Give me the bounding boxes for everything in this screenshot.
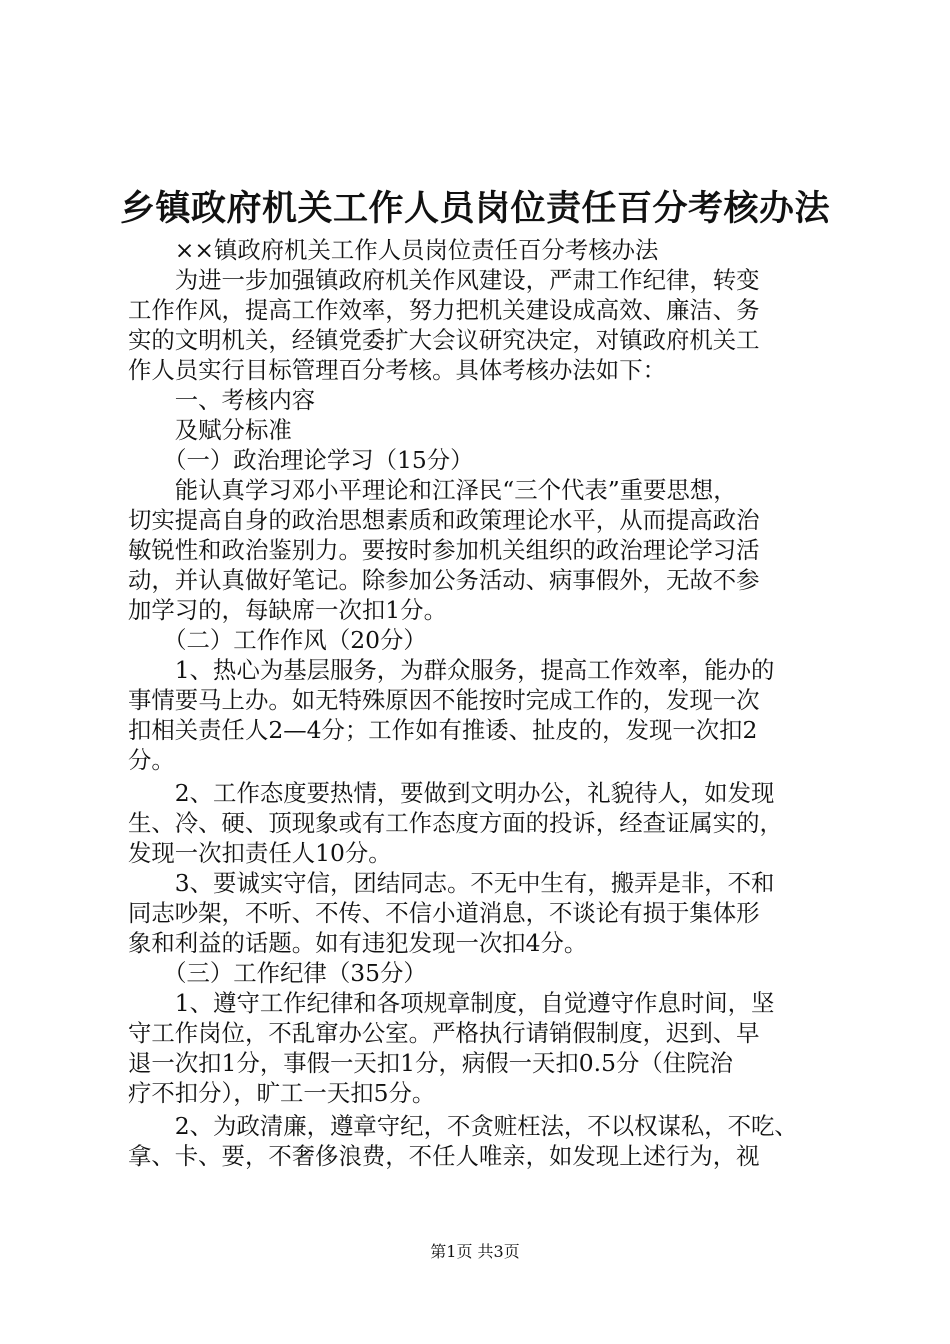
text-line: 一、考核内容	[128, 386, 316, 414]
text-line: 工作作风，提高工作效率，努力把机关建设成高效、廉洁、务	[128, 296, 760, 324]
text-line: 切实提高自身的政治思想素质和政策理论水平，从而提高政治	[128, 506, 760, 534]
text-line: 作人员实行目标管理百分考核。具体考核办法如下：	[128, 356, 666, 384]
text-line: 疗不扣分），旷工一天扣5分。	[128, 1079, 436, 1107]
text-line: 扣相关责任人2—4分；工作如有推诿、扯皮的，发现一次扣2	[128, 716, 758, 744]
text-line: 退一次扣1分，事假一天扣1分，病假一天扣0.5分（住院治	[128, 1049, 733, 1077]
text-line: 3、要诚实守信，团结同志。不无中生有，搬弄是非，不和	[128, 869, 775, 897]
text-line: ××镇政府机关工作人员岗位责任百分考核办法	[128, 236, 659, 264]
text-line: 象和利益的话题。如有违犯发现一次扣4分。	[128, 929, 588, 957]
text-line: 2、为政清廉，遵章守纪，不贪赃枉法，不以权谋私，不吃、	[128, 1112, 798, 1140]
section-heading: （三）工作纪律（35分）	[128, 959, 427, 987]
section-heading: （二）工作作风（20分）	[128, 626, 427, 654]
page-title: 乡镇政府机关工作人员岗位责任百分考核办法	[119, 188, 830, 229]
text-line: 及赋分标准	[128, 416, 292, 444]
text-line: 发现一次扣责任人10分。	[128, 839, 392, 867]
text-line: 守工作岗位，不乱窜办公室。严格执行请销假制度，迟到、早	[128, 1019, 760, 1047]
text-line: 分。	[128, 746, 175, 774]
section-heading: （一）政治理论学习（15分）	[128, 446, 474, 474]
document-body	[128, 235, 834, 1171]
text-line: 敏锐性和政治鉴别力。要按时参加机关组织的政治理论学习活	[128, 536, 760, 564]
text-line: 加学习的，每缺席一次扣1分。	[128, 596, 447, 624]
page-number-footer: 第1页 共3页	[430, 1242, 520, 1261]
text-line: 拿、卡、要，不奢侈浪费，不任人唯亲，如发现上述行为，视	[128, 1142, 760, 1170]
text-line: 事情要马上办。如无特殊原因不能按时完成工作的，发现一次	[128, 686, 760, 714]
text-line: 动，并认真做好笔记。除参加公务活动、病事假外，无故不参	[128, 566, 760, 594]
text-line: 为进一步加强镇政府机关作风建设，严肃工作纪律，转变	[128, 266, 760, 294]
text-line: 同志吵架，不听、不传、不信小道消息，不谈论有损于集体形	[128, 899, 760, 927]
text-line: 2、工作态度要热情，要做到文明办公，礼貌待人，如发现	[128, 779, 775, 807]
text-line: 实的文明机关，经镇党委扩大会议研究决定，对镇政府机关工	[128, 326, 760, 354]
text-line: 1、遵守工作纪律和各项规章制度，自觉遵守作息时间，坚	[128, 989, 775, 1017]
text-line: 生、冷、硬、顶现象或有工作态度方面的投诉，经查证属实的，	[128, 809, 783, 837]
text-line: 能认真学习邓小平理论和江泽民“三个代表”重要思想，	[128, 476, 737, 504]
text-line: 1、热心为基层服务，为群众服务，提高工作效率，能办的	[128, 656, 775, 684]
